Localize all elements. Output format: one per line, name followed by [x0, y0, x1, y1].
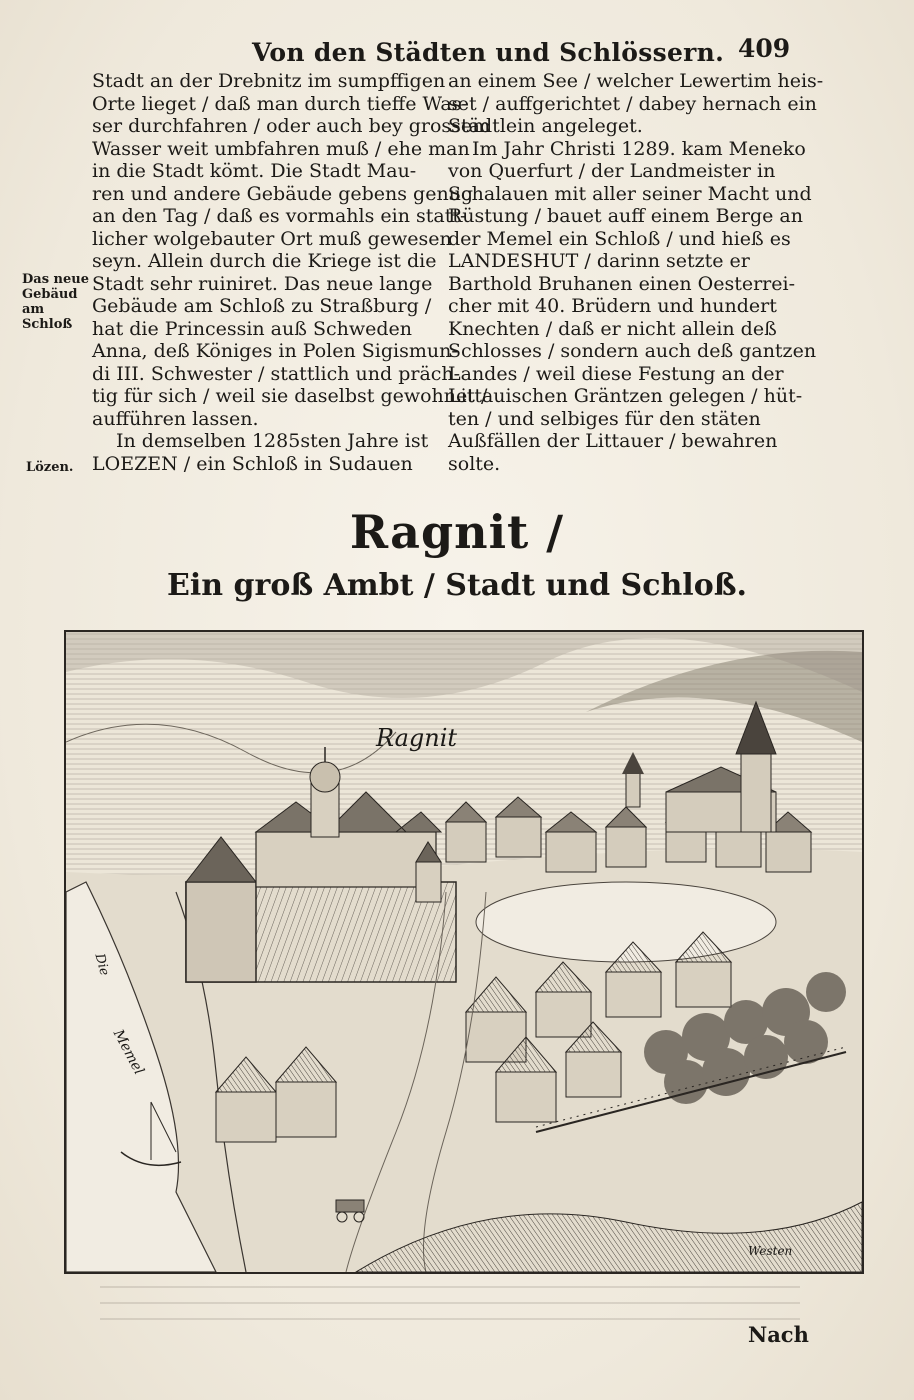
text-line: Wasser weit umbfahren muß / ehe man [92, 137, 470, 160]
text-line: licher wolgebauter Ort muß gewesen [92, 227, 452, 250]
text-line: aufführen lassen. [92, 407, 259, 430]
engraving-compass-label: Westen [748, 1244, 793, 1258]
text-line: ren und andere Gebäude gebens genug [92, 182, 474, 205]
engraving-river-label-die: Die [91, 952, 112, 978]
text-line: seyn. Allein durch die Kriege ist die [92, 250, 437, 272]
text-line: Landes / weil diese Festung an der [448, 362, 784, 385]
text-line: in die Stadt kömt. Die Stadt Mau- [92, 160, 417, 182]
text-line: In demselben 1285sten Jahre ist [116, 430, 429, 452]
text-line: Anna, deß Königes in Polen Sigismun- [92, 340, 458, 362]
section-title: Ragnit / [349, 505, 565, 559]
text-line: Orte lieget / daß man durch tieffe Was- [92, 92, 468, 115]
section-subtitle: Ein groß Ambt / Stadt und Schloß. [167, 568, 747, 603]
text-line: Rüstung / bauet auff einem Berge an [448, 205, 803, 227]
text-line: der Memel ein Schloß / und hieß es [448, 227, 791, 250]
engraving-plate [64, 630, 864, 1274]
text-line: Im Jahr Christi 1289. kam Meneko [472, 137, 806, 160]
engraving-river-label-memel: Memel [109, 1027, 147, 1078]
text-line: di III. Schwester / stattlich und präch- [92, 362, 461, 385]
text-line: Schalauen mit aller seiner Macht und [448, 182, 812, 205]
text-line: Stadt sehr ruiniret. Das neue lange [92, 272, 433, 295]
text-line: tig für sich / weil sie daselbst gewohnet / [92, 385, 488, 407]
text-line: ser durchfahren / oder auch bey grossem [92, 115, 491, 137]
text-line: Gebäude am Schloß zu Straßburg / [92, 295, 432, 317]
text-line: hat die Princessin auß Schweden [92, 317, 413, 340]
right-text-column [448, 70, 824, 475]
castle-building [256, 832, 436, 887]
text-line: Schlosses / sondern auch deß gantzen [448, 340, 817, 362]
catchword: Nach [748, 1322, 809, 1347]
text-line: set / auffgerichtet / dabey hernach ein [448, 92, 817, 115]
text-line: LOEZEN / ein Schloß in Sudauen [92, 452, 413, 475]
text-line: solte. [448, 452, 501, 475]
show-through-text [100, 1272, 800, 1332]
margin-note-loezen: Lözen. [26, 460, 74, 475]
text-line: an einem See / welcher Lewertim heis- [448, 70, 824, 92]
text-line: ten / und selbiges für den stäten [448, 407, 761, 430]
text-line: Knechten / daß er nicht allein deß [448, 317, 777, 340]
engraving-town-label: Ragnit [376, 724, 458, 752]
running-title: Von den Städten und Schlössern. [252, 38, 725, 67]
page-number: 409 [738, 34, 791, 63]
text-line: Littauischen Gräntzen gelegen / hüt- [448, 385, 803, 407]
text-line: LANDESHUT / darinn setzte er [448, 250, 750, 272]
margin-note-new-building: Das neue Gebäud am Schloß [22, 272, 89, 332]
text-line: Stadt an der Drebnitz im sumpffigen [92, 70, 446, 92]
text-line: cher mit 40. Brüdern und hundert [448, 295, 777, 317]
text-line: Städtlein angeleget. [448, 115, 643, 137]
engraving-illustration [66, 632, 862, 1272]
text-line: von Querfurt / der Landmeister in [448, 160, 776, 182]
church-tower [741, 752, 771, 832]
text-line: Barthold Bruhanen einen Oesterrei- [448, 272, 796, 295]
text-line: an den Tag / daß es vormahls ein statt- [92, 205, 467, 227]
text-line: Außfällen der Littauer / bewahren [448, 430, 778, 452]
